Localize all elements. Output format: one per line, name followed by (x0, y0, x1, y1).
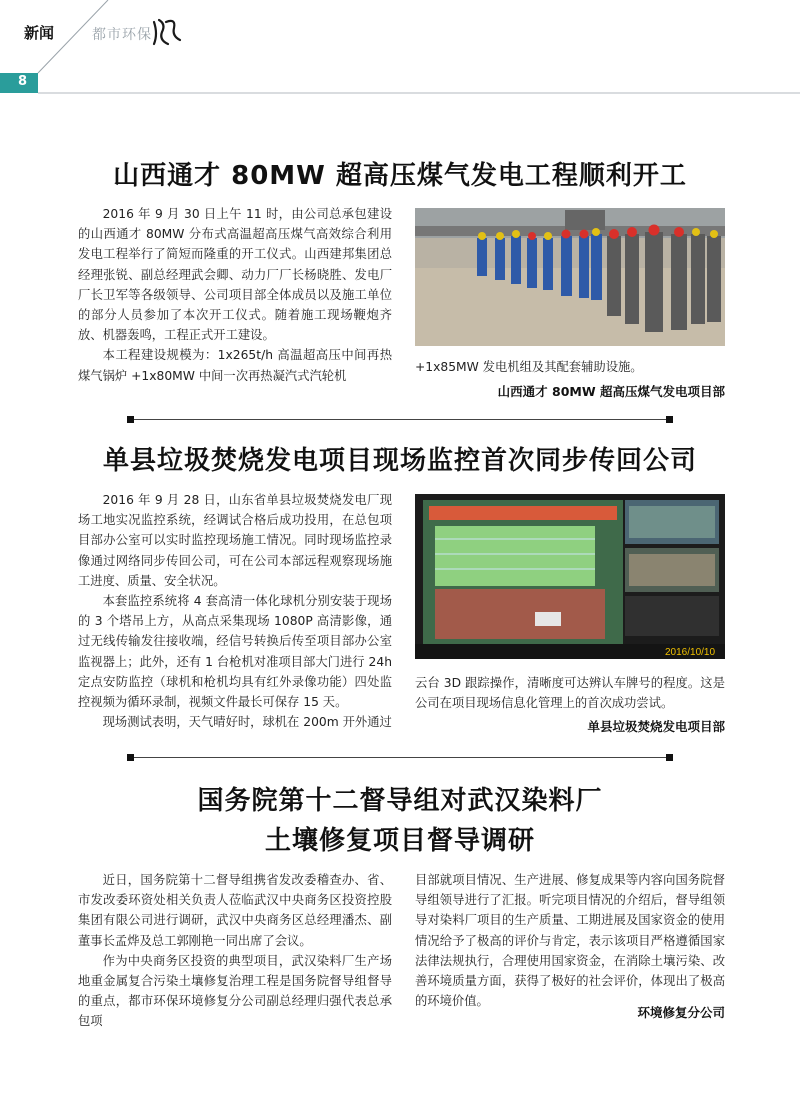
article-1-continuation (415, 357, 725, 377)
article-3-paragraph: 近日，国务院第十二督导组携省发改委稽查办、省、市发改委环资处相关负责人莅临武汉中央商务区投资控股集团有限公司进行调研，武汉中央商务区总经理潘杰、副董事长孟烨及总工郭刚艳一同出席了会议。 (78, 873, 392, 948)
article-3-paragraph: 作为中央商务区投资的典型项目，武汉染料厂生产场地重金属复合污染土壤修复治理工程是国务院督导组督导的重点，都市环保环境修复分公司副总经理归强代表总承包项 (78, 953, 392, 1029)
article-2-continuation-text: 云台 3D 跟踪操作，清晰度可达辨认车牌号的程度。这是公司在项目现场信息化管理上的首次成功尝试。 (415, 676, 725, 711)
camera-timestamp: 2016/10/10 (665, 647, 716, 658)
article-3-continuation-text: 目部就项目情况、生产进展、修复成果等内容向国务院督导组领导进行了汇报。听完项目情况的介绍后，督导组领导对染料厂项目的生产质量、工期进展及国家资金的使用情况给予了极高的评价与肯定，表示该项目严格遵循国家法律法规执行，合理使用国家资金，在消除土壤污染、改善环境质量方面，获得了极好的社会评价，体现出了极高的环境价值。 (415, 873, 725, 1009)
brand-logo-icon (150, 14, 184, 48)
article-1-photo (415, 208, 725, 346)
article-2-body (78, 490, 392, 732)
header-divider-line (0, 0, 800, 100)
section-divider (130, 419, 670, 420)
article-2-paragraph: 2016 年 9 月 28 日，山东省单县垃圾焚烧发电厂现场工地实况监控系统，经调试合格后成功投用，在总包项目部办公室可以实时监控现场施工情况。同时现场监控录像通过网络同步传回公司，可在公司本部远程观察现场施工进度、质量、安全状况。 (78, 493, 392, 588)
article-2-paragraph: 现场测试表明，天气晴好时，球机在 200m 开外通过 (102, 715, 392, 730)
article-2-continuation (415, 673, 725, 713)
article-1-title: 山西通才 80MW 超高压煤气发电工程顺利开工 (113, 161, 687, 191)
article-3-byline: 环境修复分公司 (637, 1005, 725, 1020)
article-2-photo (415, 494, 725, 659)
article-1-paragraph: 2016 年 9 月 30 日上午 11 时，由公司总承包建设的山西通才 80MW 分布式高温超高压煤气高效综合利用发电工程举行了简短而隆重的开工仪式。山西建邦集团总经理张锐、副总经理武会卿、动力厂厂长杨晓胜、发电厂厂长卫军等各级领导、公司项目部全体成员以及施工单位的部分人员参加了本次开工仪式。随着施工现场鞭炮齐放、机器轰鸣，工程正式开工建设。 (78, 207, 392, 343)
section-label: 新闻 (24, 24, 55, 42)
article-2-paragraph: 本套监控系统将 4 套高清一体化球机分别安装于现场的 3 个塔吊上方，从高点采集现场 1080P 高清影像，通过无线传输发往接收端，经信号转换后传至项目部办公室监视器上；此外，还有 1 台枪机对准项目部大门进行 24h 定点安防监控（球机和枪机均具有红外录像功能）四处监控视频为循环录制，视频文件最长可保存 15 天。 (78, 594, 392, 710)
article-3-body-left (78, 870, 392, 1032)
magazine-brand: 都市环保 (92, 27, 152, 43)
article-3-body-right (415, 870, 725, 1011)
article-2-byline: 单县垃圾焚烧发电项目部 (587, 719, 725, 734)
article-1-byline: 山西通才 80MW 超高压煤气发电项目部 (497, 384, 725, 399)
section-divider (130, 757, 670, 758)
article-3-title-line-2: 土壤修复项目督导调研 (264, 826, 535, 856)
page-number: 8 (18, 74, 28, 89)
article-1-body (78, 204, 392, 386)
article-1-continuation-text: +1x85MW 发电机组及其配套辅助设施。 (415, 360, 643, 374)
article-1-paragraph: 本工程建设规模为：1x265t/h 高温超高压中间再热煤气锅炉 +1x80MW 中间一次再热凝汽式汽轮机 (78, 348, 392, 383)
article-3-title-line-1: 国务院第十二督导组对武汉染料厂 (197, 786, 603, 816)
article-2-title: 单县垃圾焚烧发电项目现场监控首次同步传回公司 (102, 446, 697, 476)
